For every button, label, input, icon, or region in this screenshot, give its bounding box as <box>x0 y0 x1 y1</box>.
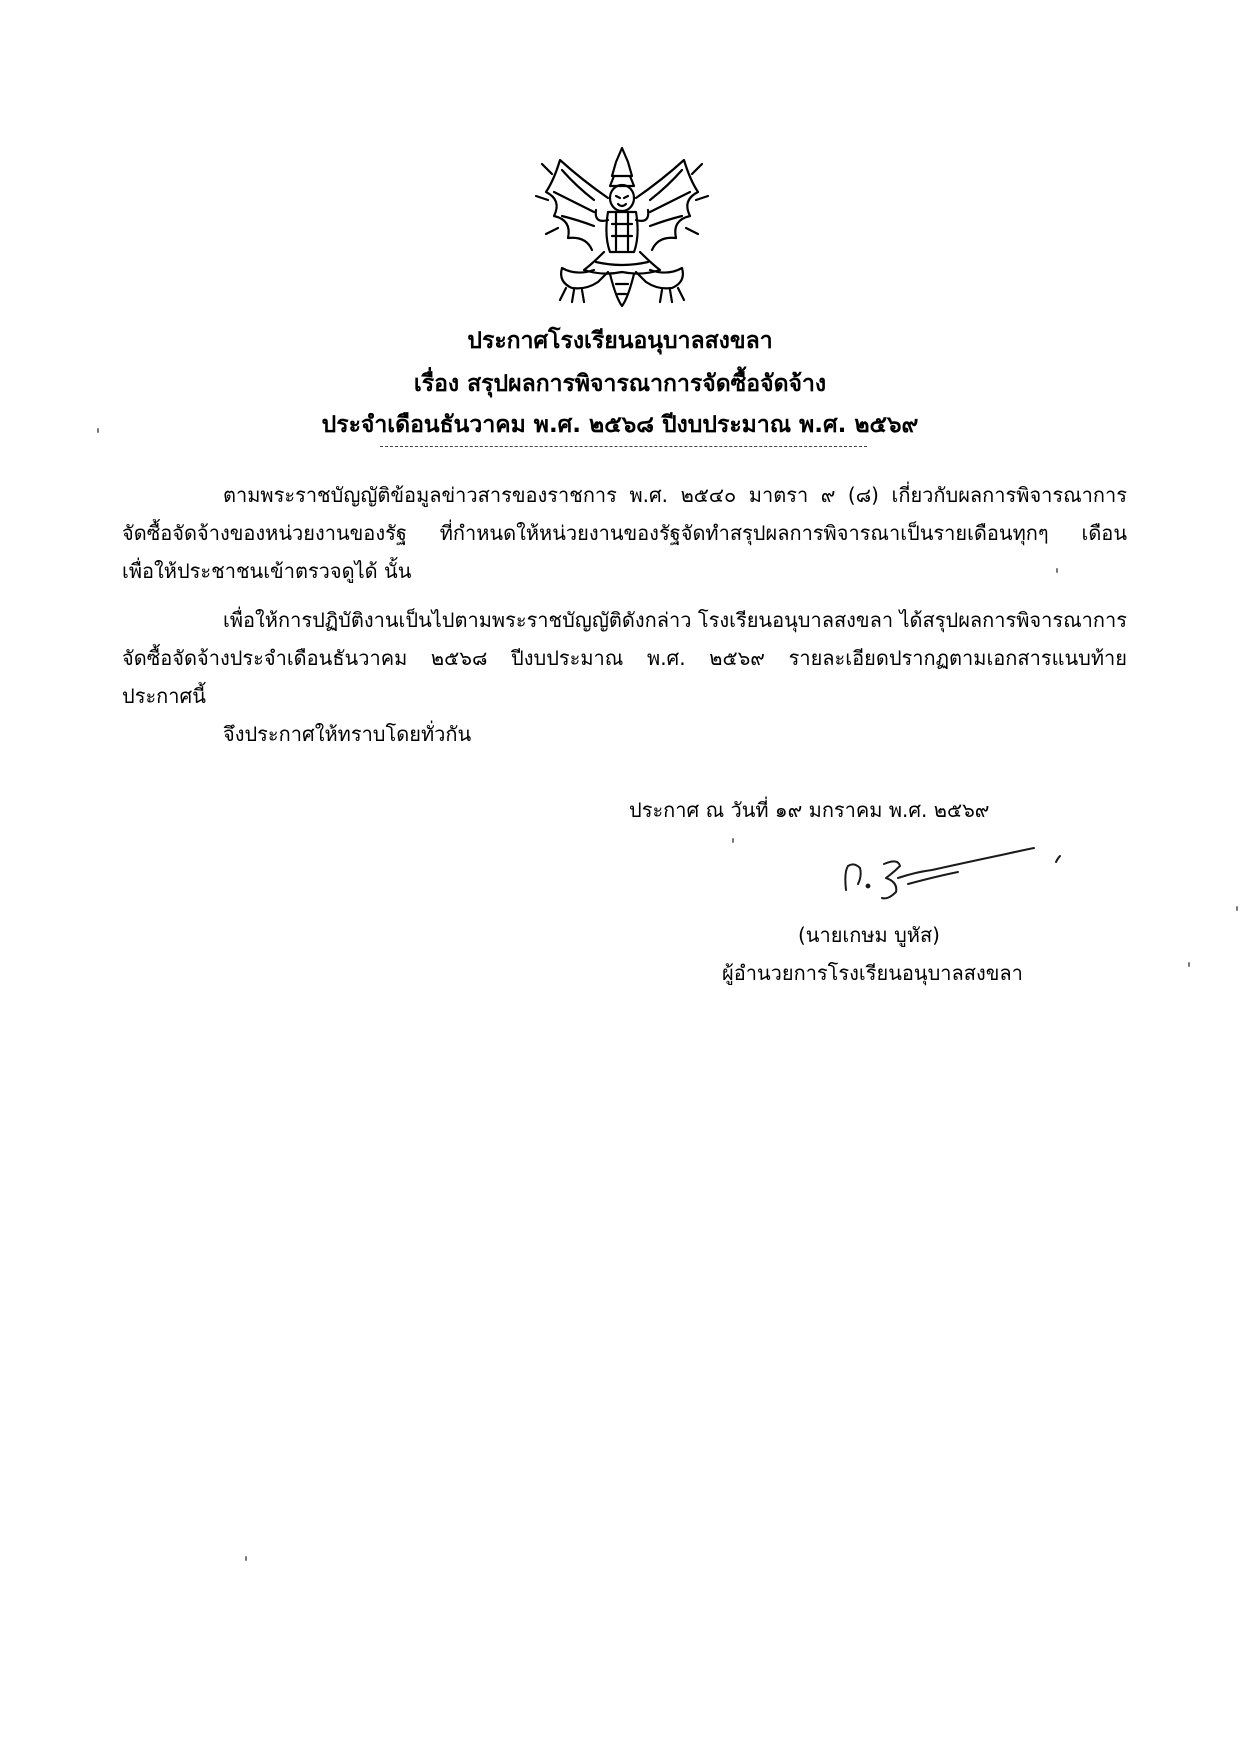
scan-speck <box>1188 962 1190 967</box>
scan-speck <box>732 838 734 843</box>
announcement-period: ประจำเดือนธันวาคม พ.ศ. ๒๕๖๘ ปีงบประมาณ พ.ศ. ๒๕๖๙ <box>321 412 919 438</box>
scan-speck <box>1236 906 1238 911</box>
dashed-separator <box>380 446 867 447</box>
scan-speck <box>1056 568 1058 573</box>
paragraph-2-line-1: เพื่อให้การปฏิบัติงานเป็นไปตามพระราชบัญญัติดังกล่าว โรงเรียนอนุบาลสงขลา ได้สรุปผลการพิจารณาการ <box>223 608 1127 632</box>
announcement-date: ประกาศ ณ วันที่ ๑๙ มกราคม พ.ศ. ๒๕๖๙ <box>629 798 990 822</box>
paragraph-1-line-2: จัดซื้อจัดจ้างของหน่วยงานของรัฐ ที่กำหนดให้หน่วยงานของรัฐจัดทำสรุปผลการพิจารณาเป็นรายเดือนทุกๆ เดือน <box>122 521 1127 545</box>
paragraph-2-line-2: จัดซื้อจัดจ้างประจำเดือนธันวาคม ๒๕๖๘ ปีงบประมาณ พ.ศ. ๒๕๖๙ รายละเอียดปรากฏตามเอกสารแนบท้าย <box>122 646 1127 670</box>
closing-line: จึงประกาศให้ทราบโดยทั่วกัน <box>223 722 472 746</box>
paragraph-1-line-1: ตามพระราชบัญญัติข้อมูลข่าวสารของราชการ พ.ศ. ๒๕๔๐ มาตรา ๙ (๘) เกี่ยวกับผลการพิจารณาการ <box>223 483 1127 507</box>
announcement-subject: เรื่อง สรุปผลการพิจารณาการจัดซื้อจัดจ้าง <box>413 371 827 397</box>
garuda-emblem-icon <box>532 140 712 310</box>
paragraph-1-line-3: เพื่อให้ประชาชนเข้าตรวจดูได้ นั้น <box>122 559 412 583</box>
scan-speck <box>97 428 99 433</box>
signatory-position: ผู้อำนวยการโรงเรียนอนุบาลสงขลา <box>722 961 1023 985</box>
announcement-title: ประกาศโรงเรียนอนุบาลสงขลา <box>467 328 773 354</box>
signature-icon <box>838 842 1064 904</box>
scan-speck <box>245 1556 247 1561</box>
signatory-name: (นายเกษม บูหัส) <box>798 923 940 947</box>
paragraph-2-line-3: ประกาศนี้ <box>122 684 206 708</box>
